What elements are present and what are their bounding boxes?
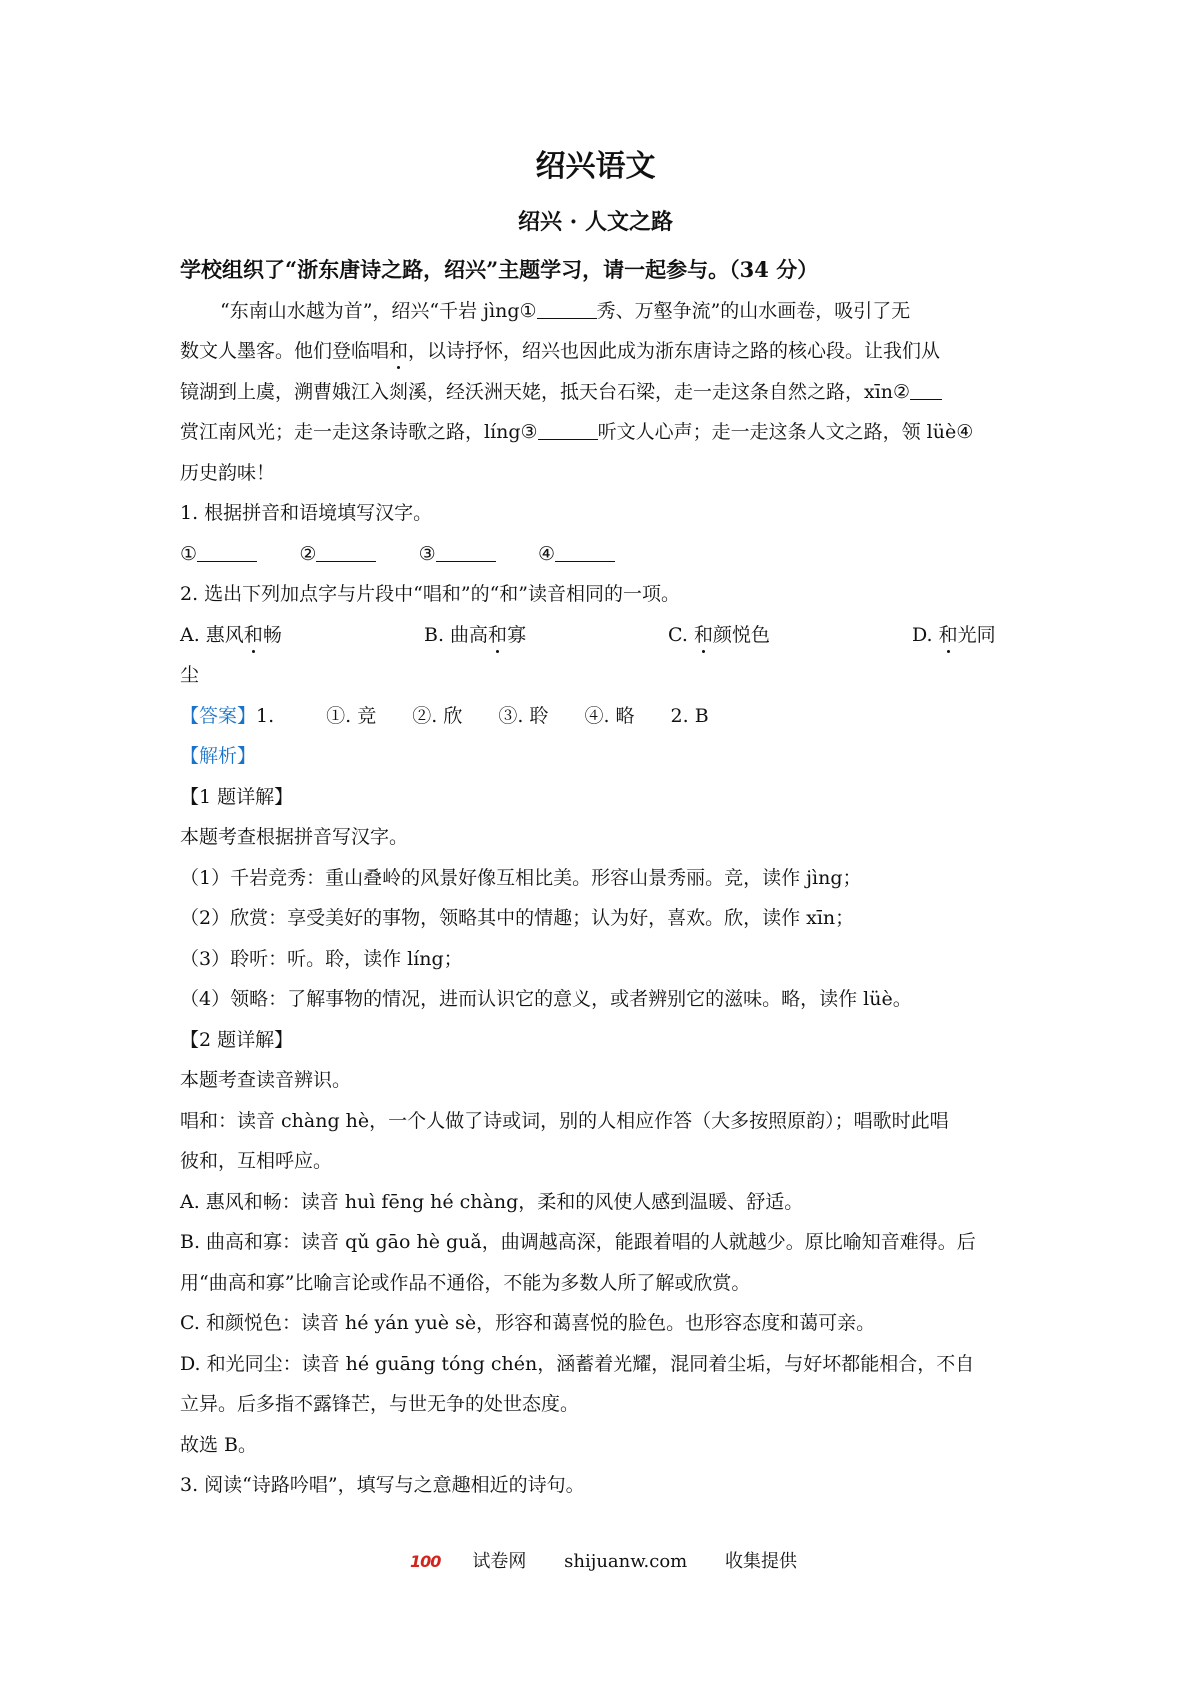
option-b: [424, 615, 668, 656]
answer-slot-1: ①: [180, 542, 198, 565]
section-2-line: 本题考查读音辨识。: [180, 1069, 352, 1091]
question-2-prompt: 2. 选出下列加点字与片段中“唱和”的“和”读音相同的一项。: [180, 583, 681, 605]
option-text: C.: [668, 623, 694, 646]
question-3-prompt: 3. 阅读“诗路吟唱”，填写与之意趣相近的诗句。: [180, 1474, 585, 1496]
section-1-line: （3）聆听：听。聆，读作 líng；: [180, 947, 463, 970]
passage-line-3: [180, 372, 1010, 413]
blank-1: [537, 294, 597, 319]
answer-item: ①. 竞: [326, 704, 377, 727]
question-2-options: [180, 615, 1010, 656]
section-2-line: C. 和颜悦色：读音 hé yán yuè sè，形容和蔼喜悦的脸色。也形容态度和蔼可亲。: [180, 1312, 876, 1334]
passage-line-5: 历史韵味！: [180, 461, 276, 484]
section-1-line: （1）千岩竞秀：重山叠岭的风景好像互相比美。形容山景秀丽。竞，读作 jìng；: [180, 866, 862, 889]
page-footer: [0, 1547, 1191, 1577]
option-d-continued: 尘: [180, 664, 200, 686]
page-title: 绍兴语文: [535, 149, 656, 184]
option-text: 畅: [262, 623, 282, 646]
passage-text: 赏江南风光；走一走这条诗歌之路，líng③: [180, 421, 538, 443]
answer-slot-4: ④: [537, 542, 556, 565]
footer-note: 收集提供: [724, 1551, 797, 1572]
option-d: [912, 615, 996, 656]
answer-blank-1: [197, 537, 257, 562]
passage-line-1: [180, 291, 1010, 332]
answer-item: ④. 略: [584, 704, 635, 727]
question-1-blanks: [180, 534, 1010, 575]
option-text: A. 惠风: [180, 623, 244, 646]
answer-line: [180, 696, 1010, 737]
question-1-prompt: 1. 根据拼音和语境填写汉字。: [180, 502, 433, 524]
answer-slot-2: ②: [299, 542, 317, 565]
dotted-char: 和: [938, 623, 958, 646]
option-text: B. 曲高: [424, 623, 489, 646]
section-1-line: （4）领略：了解事物的情况，进而认识它的意义，或者辨别它的滋味。略，读作 lüè。: [180, 988, 912, 1010]
answer-item: ③. 聆: [498, 704, 549, 727]
option-a: [180, 615, 424, 656]
analysis-label: 【解析】: [180, 745, 257, 767]
passage-text: 秀、万壑争流”的山水画卷，吸引了无: [596, 299, 911, 322]
section-2-line: B. 曲高和寡：读音 qǔ gāo hè guǎ，曲调越高深，能跟着唱的人就越少。原比喻知音难得。后: [180, 1231, 976, 1253]
passage-text: 数文人墨客。他们登临唱: [180, 340, 390, 362]
site-name-cn: 试卷网: [472, 1551, 527, 1572]
section-1-heading: 【1 题详解】: [180, 785, 294, 808]
answer-blank-2: [316, 537, 376, 562]
option-text: D.: [912, 623, 939, 646]
blank-3: [538, 415, 598, 440]
answer-blank-4: [555, 537, 615, 562]
section-2-line: 立异。后多指不露锋芒，与世无争的处世态度。: [180, 1393, 580, 1415]
answer-label: 【答案】: [180, 704, 257, 727]
intro-heading: 学校组织了“浙东唐诗之路，绍兴”主题学习，请一起参与。（34 分）: [180, 257, 819, 282]
section-2-heading: 【2 题详解】: [180, 1028, 294, 1051]
passage-text: 听文人心声；走一走这条人文之路，领 lüè④: [597, 421, 974, 443]
site-logo: 100: [410, 1552, 441, 1571]
passage-text: “东南山水越为首”，绍兴“千岩 jìng①: [220, 299, 537, 322]
option-text: 光同: [957, 623, 996, 646]
content-body: [180, 250, 1010, 1506]
section-2-line: 彼和，互相呼应。: [180, 1150, 333, 1172]
passage-line-2: [180, 331, 1010, 372]
section-2-line: 唱和：读音 chàng hè，一个人做了诗或词，别的人相应作答（大多按照原韵）；唱歌时此唱: [180, 1109, 949, 1132]
answer-blank-3: [436, 537, 496, 562]
answer-item: ②. 欣: [412, 704, 463, 727]
section-2-line: A. 惠风和畅：读音 huì fēng hé chàng，柔和的风使人感到温暖、舒适。: [180, 1190, 804, 1213]
section-1-line: 本题考查根据拼音写汉字。: [180, 826, 409, 848]
passage-text: ，以诗抒怀，绍兴也因此成为浙东唐诗之路的核心段。让我们从: [408, 340, 941, 362]
dotted-char: 和: [488, 623, 508, 646]
dotted-char: 和: [243, 623, 263, 646]
option-text: 颜悦色: [712, 623, 770, 646]
page-subtitle: 绍兴 · 人文之路: [518, 209, 673, 235]
section-2-line: 故选 B。: [180, 1433, 258, 1456]
option-c: [668, 615, 912, 656]
site-url[interactable]: shijuanw.com: [564, 1551, 688, 1572]
section-2-line: D. 和光同尘：读音 hé guāng tóng chén，涵蓄着光耀，混同着尘垢，与好坏都能相合，不自: [180, 1352, 975, 1375]
section-2-line: 用“曲高和寡”比喻言论或作品不通俗，不能为多数人所了解或欣赏。: [180, 1271, 751, 1294]
option-text: 寡: [507, 623, 527, 646]
answer-item: 2. B: [670, 704, 709, 727]
section-1-line: （2）欣赏：享受美好的事物，领略其中的情趣；认为好，喜欢。欣，读作 xīn；: [180, 907, 855, 929]
answer-number: 1.: [256, 704, 275, 727]
dotted-char: 和: [693, 623, 713, 646]
passage-line-4: [180, 412, 1010, 453]
blank-2: [910, 375, 942, 400]
passage-text: 镜湖到上虞，溯曹娥江入剡溪，经沃洲天姥，抵天台石梁，走一走这条自然之路，xīn②: [180, 380, 911, 403]
dotted-char: 和: [389, 340, 409, 362]
answer-slot-3: ③: [418, 542, 436, 565]
